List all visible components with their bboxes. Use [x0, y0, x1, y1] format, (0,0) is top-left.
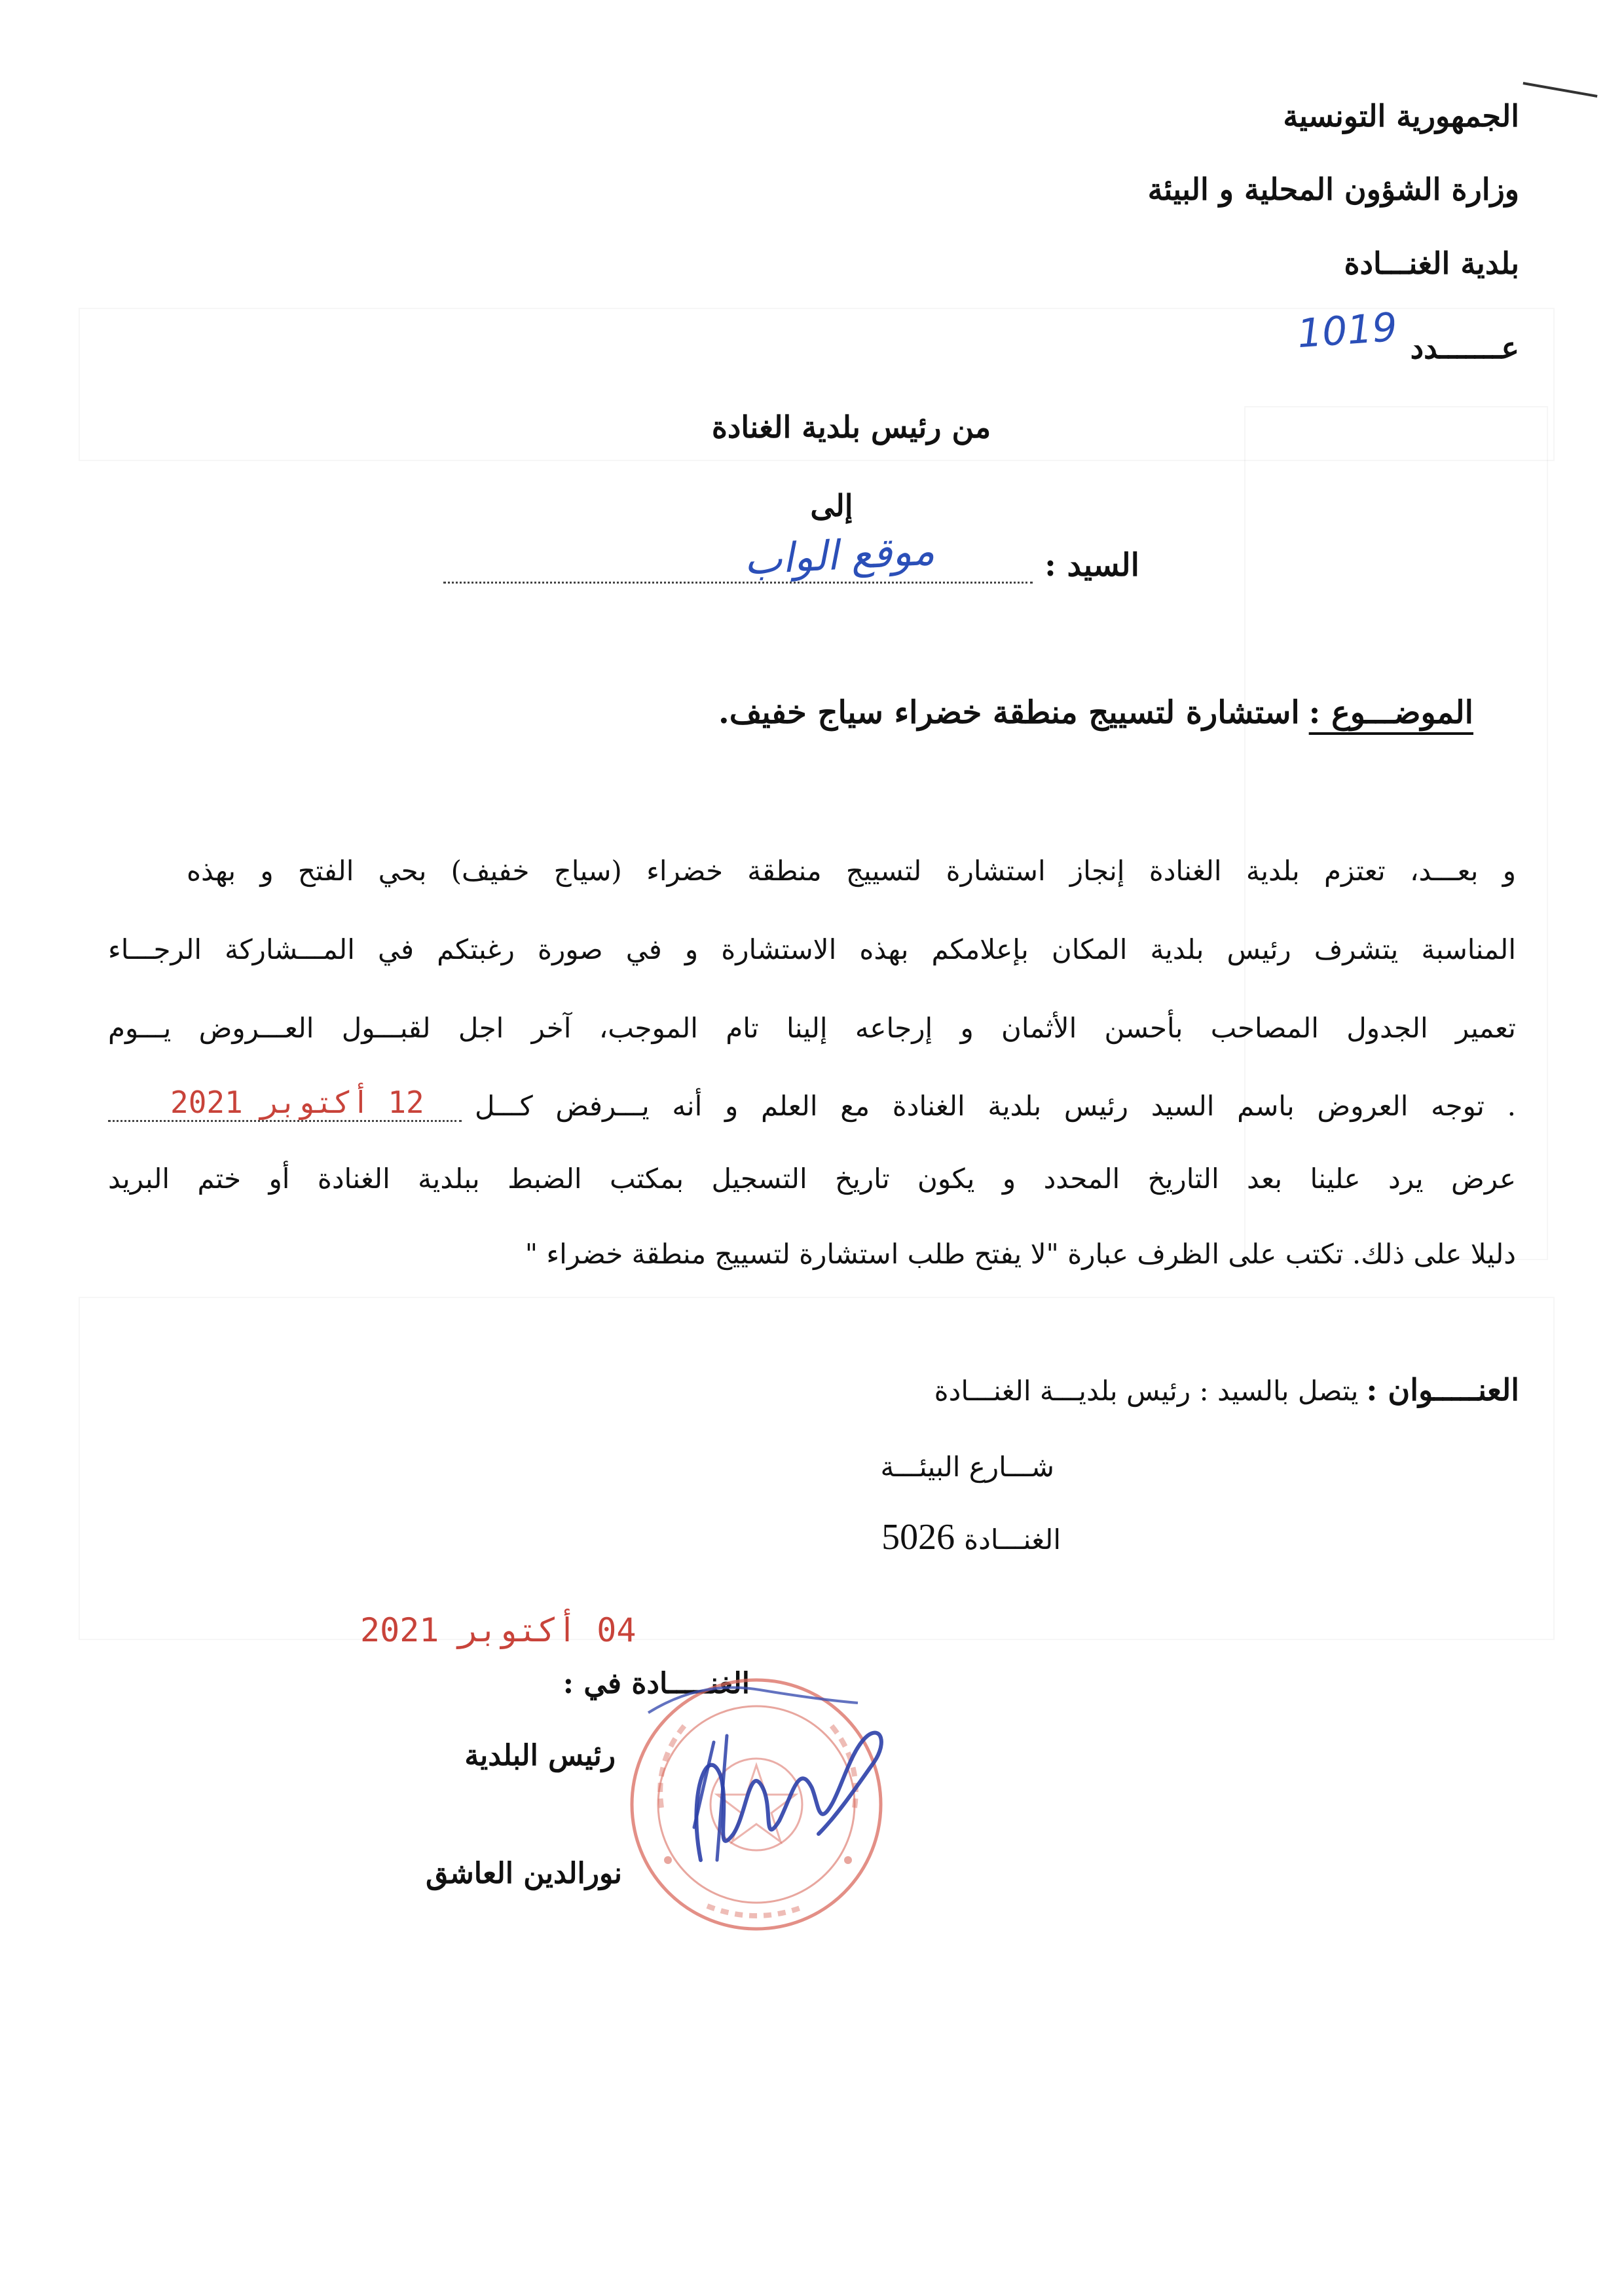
reference-number-handwritten: 1019: [1295, 304, 1399, 358]
signing-date-stamp: 04 أكتوبر 2021: [360, 1611, 637, 1649]
official-seal-and-signature: [622, 1664, 897, 1939]
deadline-date-stamp: 12 أكتوبر 2021: [170, 1085, 424, 1120]
address-city: الغنـــادة: [964, 1523, 1061, 1556]
signing-place: الغنـــــادة في :: [563, 1667, 750, 1700]
reference-number-row: [1295, 304, 1519, 365]
municipality-heading: بلدية الغنـــادة: [1344, 246, 1519, 281]
recipient-label: السيد :: [1044, 547, 1139, 584]
body-line-5: عرض يرد علينا بعد التاريخ المحدد و يكون تاريخ التسجيل بمكتب الضبط ببلدية الغنادة أو ختم البريد: [108, 1163, 1516, 1195]
address-row: [934, 1372, 1519, 1408]
reference-number-label: عـــــــدد: [1410, 330, 1519, 365]
sender-line: من رئيس بلدية الغنادة: [711, 409, 991, 445]
address-label: العنـــــوان :: [1366, 1372, 1519, 1408]
ministry-heading: وزارة الشؤون المحلية و البيئة: [1147, 172, 1519, 207]
body-line-4-text: . توجه العروض باسم السيد رئيس بلدية الغنادة مع العلم و أنه يـــرفض كـــل: [475, 1090, 1516, 1122]
stray-pen-mark: [1523, 82, 1598, 98]
body-line-3: تعمير الجدول المصاحب بأحسن الأثمان و إرجاعه إلينا تام الموجب، آخر اجل لقبـــول العـــروض يـــوم: [108, 1012, 1516, 1044]
country-heading: الجمهورية التونسية: [1283, 98, 1519, 134]
address-city-row: [881, 1516, 1061, 1558]
address-contact: يتصل بالسيد : رئيس بلديـــة الغنـــادة: [934, 1375, 1359, 1407]
to-line: إلى: [810, 488, 853, 523]
address-postcode: 5026: [881, 1517, 955, 1558]
mayor-name: نورالدين العاشق: [426, 1857, 622, 1890]
body-line-4: [108, 1087, 1516, 1122]
recipient-dotted-field: [443, 526, 1033, 584]
mayor-title: رئيس البلدية: [464, 1739, 616, 1772]
subject-label: الموضـــوع :: [1308, 694, 1473, 731]
bleed-through-box: [79, 1297, 1555, 1640]
recipient-row: [443, 526, 1139, 584]
subject-text: استشارة لتسييج منطقة خضراء سياج خفيف.: [718, 694, 1300, 731]
body-line-2: المناسبة يتشرف رئيس بلدية المكان بإعلامكم بهذه الاستشارة و في صورة رغبتكم في المـــشاركة الرجـــاء: [108, 933, 1516, 965]
address-street: شـــارع البيئـــة: [880, 1451, 1054, 1483]
body-line-6: دليلا على ذلك. تكتب على الظرف عبارة "لا يفتح طلب استشارة لتسييج منطقة خضراء ": [525, 1238, 1516, 1270]
bleed-through-box: [1244, 406, 1548, 1260]
recipient-handwritten: موقع الواب: [743, 526, 936, 584]
body-line-1: و بعـــد، تعتزم بلدية الغنادة إنجاز استشارة لتسييج منطقة خضراء (سياج خفيف) بحي الفتح و بهذه: [187, 855, 1516, 887]
deadline-dotted-field: [108, 1087, 462, 1122]
subject-row: [718, 694, 1473, 731]
